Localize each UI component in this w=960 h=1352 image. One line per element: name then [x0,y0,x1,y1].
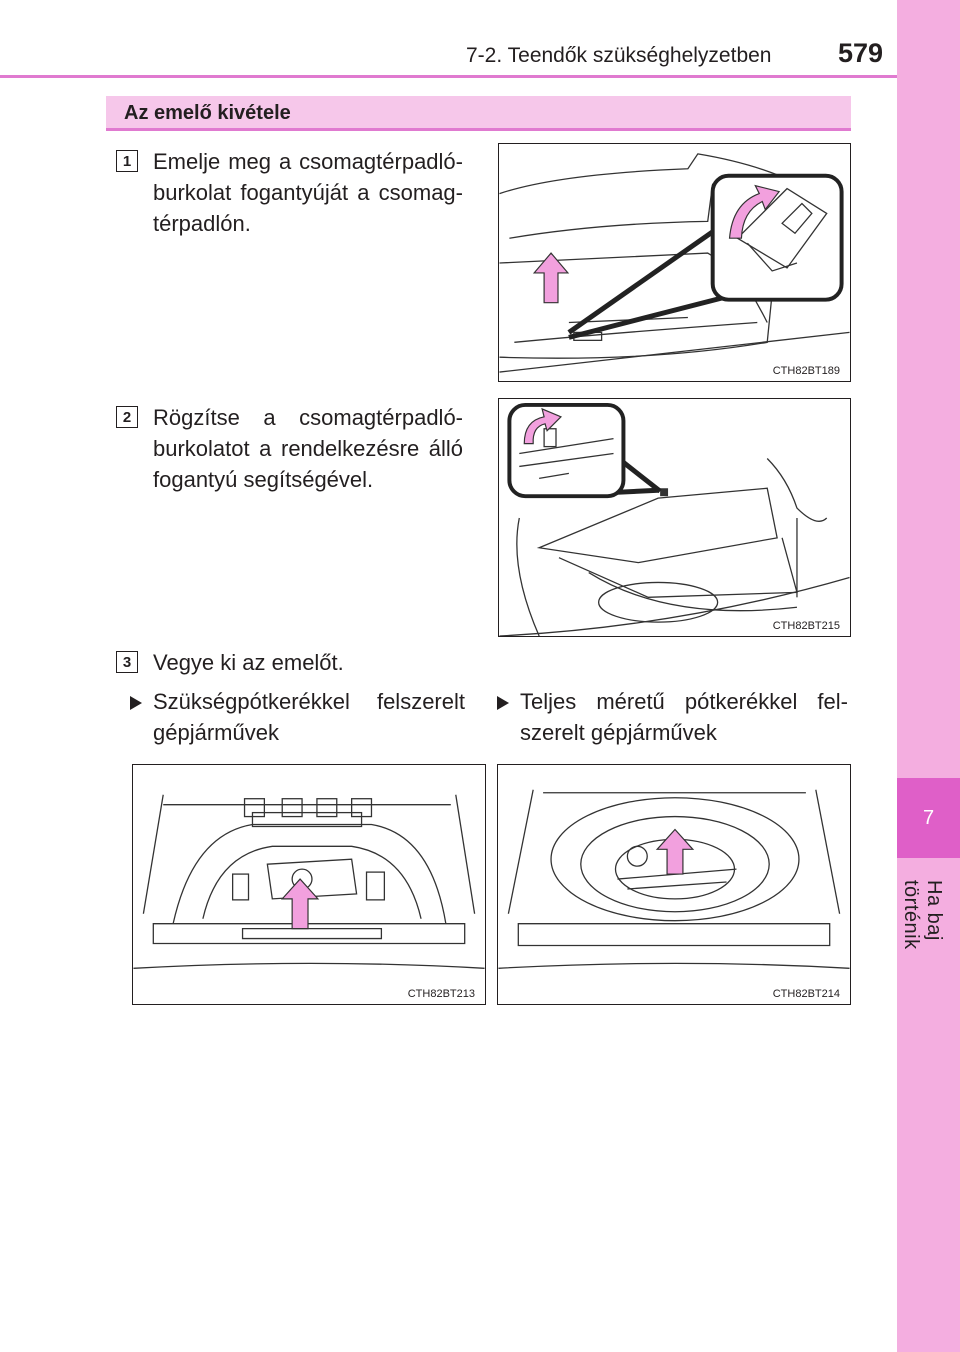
step-number-3: 3 [116,651,138,673]
variant-label-2: Teljes méretű pótkerékkel fel-szerelt gépjárművek [520,689,848,745]
chapter-sidebar [897,0,960,1352]
chapter-number: 7 [897,778,960,858]
step-number-2: 2 [116,406,138,428]
figure-jack-full-size-spare [497,764,851,1005]
variant-label-1: Szükségpótkerékkel felszerelt gépjárművek [153,689,465,745]
trunk-illustration-4 [498,765,850,1004]
figure-trunk-fix-cover [498,398,851,637]
trunk-illustration-2 [499,399,850,636]
figure-caption-4: CTH82BT214 [772,988,840,1000]
figure-jack-temporary-spare [132,764,486,1005]
bullet-triangle-icon [130,696,142,710]
header-rule [0,75,897,78]
figure-caption-1: CTH82BT189 [772,365,840,377]
running-header: 7-2. Teendők szükséghelyzetben [466,44,772,67]
trunk-illustration-1 [499,144,850,381]
page-number: 579 [838,38,884,68]
chapter-title: Ha baj történik [900,880,945,950]
bullet-triangle-icon [497,696,509,710]
step-text-1: Emelje meg a csomagtérpadló-burkolat fogantyúját a csomag-térpadlón. [153,149,463,236]
trunk-illustration-3 [133,765,485,1004]
figure-caption-3: CTH82BT213 [407,988,475,1000]
step-text-3: Vegye ki az emelőt. [153,650,344,675]
step-text-2: Rögzítse a csomagtérpadló-burkolatot a rendelkezésre álló fogantyú segítségével. [153,405,463,492]
section-title: Az emelő kivétele [124,102,291,124]
figure-caption-2: CTH82BT215 [772,620,840,632]
section-heading [106,96,851,131]
step-number-1: 1 [116,150,138,172]
figure-trunk-lift-cover [498,143,851,382]
